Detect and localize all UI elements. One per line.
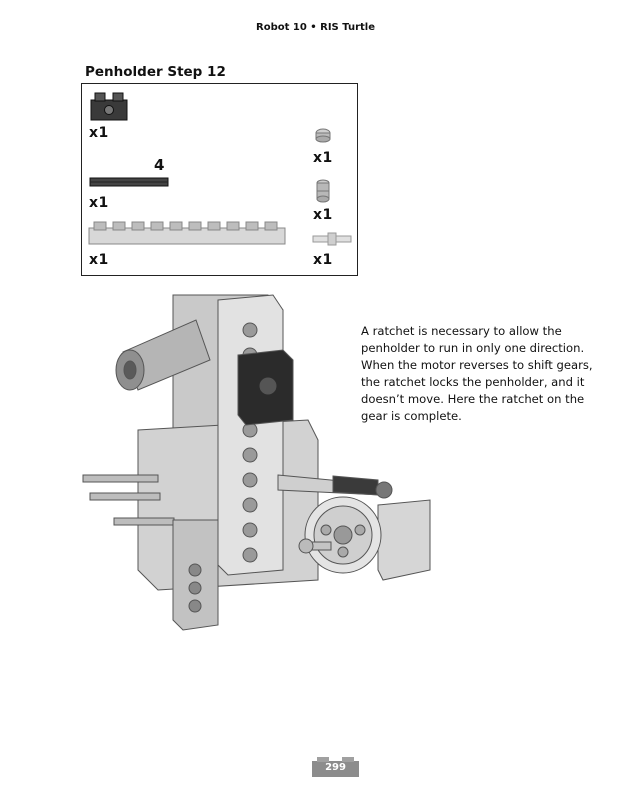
part-qty: x1	[89, 195, 109, 211]
body-text	[361, 323, 593, 425]
axle-pin-icon	[312, 232, 352, 246]
body-paragraph: A ratchet is necessary to allow the penholder to run in only one direction. When the motor reverses to shift gears, the ratchet locks the penholder, and it doesn’t move. Here the ratchet on the gear is complete.	[361, 324, 593, 423]
half-bush-icon	[314, 126, 332, 144]
part-qty: x1	[313, 252, 333, 268]
part-qty: x1	[313, 207, 333, 223]
plate-2x10-icon	[88, 218, 286, 246]
parts-list-box	[81, 83, 358, 276]
step-title: Penholder Step 12	[85, 64, 226, 80]
page-number: 299	[325, 762, 346, 773]
part-qty: x1	[89, 252, 109, 268]
axle-4-icon	[89, 176, 169, 188]
bush-icon	[315, 179, 331, 203]
brick-1x2-with-hole-icon	[89, 90, 129, 122]
part-qty: x1	[313, 150, 333, 166]
part-qty: x1	[89, 125, 109, 141]
running-head: Robot 10 • RIS Turtle	[256, 22, 375, 33]
axle-length-label: 4	[154, 156, 165, 174]
